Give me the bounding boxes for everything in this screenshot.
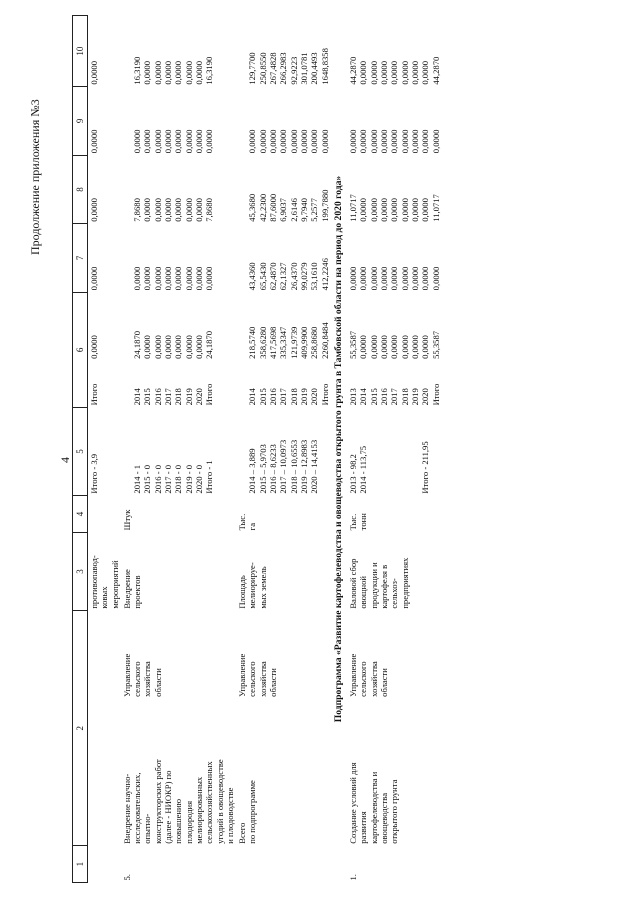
- subprogram-heading-row: [331, 16, 347, 883]
- row-number: 1.: [348, 874, 359, 881]
- local-budget: 0,0000 0,0000 0,0000 0,0000 0,0000 0,0000 0,0000 0,0000: [132, 129, 215, 154]
- row-number: 5.: [121, 874, 132, 881]
- row-number: [236, 846, 331, 883]
- local-budget: 0,0000 0,0000 0,0000 0,0000 0,0000 0,0000 0,0000 0,0000 0,0000: [348, 129, 441, 154]
- appendix-label: Продолжение приложения №3: [28, 99, 42, 255]
- total-funding: 24,1870 0,0000 0,0000 0,0000 0,0000 0,0000 0,0000 24,1870: [132, 330, 215, 359]
- event-name: Всего по подпрограмме: [237, 780, 258, 844]
- indicator-values: Итого - 3,9: [89, 453, 99, 494]
- event-name: [88, 699, 121, 846]
- years: 2014 2015 2016 2017 2018 2019 2020 Итого: [132, 383, 215, 406]
- unit: Штук: [121, 509, 132, 531]
- other-sources: 0,0000: [89, 61, 99, 85]
- indicator-values: 2014 - 1 2015 - 0 2016 - 0 2017 - 0 2018 - 0 2019 - 0 2020 - 0 Итого - 1: [132, 460, 215, 494]
- executor: Управление сельского хозяйства области: [121, 653, 163, 697]
- col-num-9: 9: [73, 87, 88, 156]
- unit: Тыс. тонн: [348, 513, 369, 531]
- unit: Тыс. га: [237, 513, 258, 531]
- regional-budget: 11,0717 0,0000 0,0000 0,0000 0,0000 0,0000 0,0000 0,0000 11,0717: [348, 194, 441, 222]
- col-num-5: 5: [73, 407, 88, 495]
- col-num-10: 10: [73, 16, 88, 87]
- column-number-row: [73, 16, 88, 883]
- table-row: [121, 16, 236, 883]
- col-num-7: 7: [73, 224, 88, 293]
- col-num-2: 2: [73, 611, 88, 846]
- regional-budget: 45,3680 42,2300 87,6000 6,9037 2,6146 9,7940 5,2577 199,7880: [247, 189, 330, 222]
- total-funding: 218,5740 358,6280 417,5698 335,3347 121,9739 409,9900 258,8680 2260,8484: [247, 322, 330, 359]
- col-num-8: 8: [73, 155, 88, 224]
- indicator: Валовой сбор овощной продукции и картофеля в сельхоз- предприятиях: [348, 557, 410, 609]
- total-funding: 0,0000: [89, 335, 99, 359]
- federal-budget: 0,0000: [89, 266, 99, 291]
- total-funding: 55,3587 0,0000 0,0000 0,0000 0,0000 0,0000 0,0000 0,0000 55,3587: [348, 330, 441, 359]
- local-budget: 0,0000: [89, 129, 99, 154]
- event-name: Внедрение научно- исследовательских, опытно- конструкторских работ (далее - НИОКР) по повышению плодородия мелиорированных сельскохозяйственных угодий в овощеводстве и плодоводстве: [121, 759, 235, 844]
- other-sources: 129,7700 250,8550 267,4828 266,2983 92,9223 301,0781 200,4493 1648,8358: [247, 48, 330, 85]
- local-budget: 0,0000 0,0000 0,0000 0,0000 0,0000 0,0000 0,0000 0,0000: [247, 129, 330, 154]
- col-num-6: 6: [73, 292, 88, 407]
- row-number: [88, 846, 121, 883]
- page-number: 4: [58, 457, 72, 463]
- federal-budget: 0,0000 0,0000 0,0000 0,0000 0,0000 0,0000 0,0000 0,0000: [132, 266, 215, 291]
- federal-budget: 43,4360 65,5430 62,4870 62,1327 26,4370 99,0279 53,1610 412,2246: [247, 258, 330, 291]
- indicator: противопавод- ковых мероприятий: [89, 555, 120, 609]
- executor: Управление сельского хозяйства области: [237, 653, 279, 697]
- program-table: [72, 15, 442, 883]
- subprogram-heading: Подпрограмма «Развитие картофелеводства и овощеводства открытого грунта в Тамбовской области на период до 2020 года»: [332, 175, 344, 723]
- executor: Управление сельского хозяйства области: [348, 653, 390, 697]
- event-name: Создание условий для развития картофелеводства и овощеводства открытого грунта: [348, 762, 400, 844]
- years: 2014 2015 2016 2017 2018 2019 2020 Итого: [247, 383, 330, 406]
- table-row: [88, 16, 121, 883]
- indicator-values: 2014 – 3,889 2015 – 5,9703 2016 – 8,6233 2017 – 10,0973 2018 – 10,6553 2019 – 12,8983 2020 – 14,4153: [247, 439, 320, 494]
- col-num-1: 1: [73, 846, 88, 883]
- federal-budget: 0,0000 0,0000 0,0000 0,0000 0,0000 0,0000 0,0000 0,0000 0,0000: [348, 266, 441, 291]
- indicator-values: 2013 - 98,2 2014 - 113,75 Итого - 211,95: [348, 441, 431, 494]
- executor: [88, 611, 121, 699]
- table-row: [347, 16, 442, 883]
- unit: [88, 496, 121, 533]
- other-sources: 44,2870 0,0000 0,0000 0,0000 0,0000 0,0000 0,0000 0,0000 44,2870: [348, 56, 441, 85]
- regional-budget: 0,0000: [89, 198, 99, 222]
- years: Итого: [89, 383, 99, 406]
- indicator: Внедрение проектов: [121, 569, 143, 609]
- indicator: Площадь мелиорируе- мых земель: [237, 562, 268, 609]
- table-row: [236, 16, 331, 883]
- years: 2013 2014 2015 2016 2017 2018 2019 2020 Итого: [348, 383, 441, 406]
- col-num-3: 3: [73, 532, 88, 610]
- other-sources: 16,3190 0,0000 0,0000 0,0000 0,0000 0,0000 0,0000 16,3190: [132, 56, 215, 85]
- col-num-4: 4: [73, 496, 88, 533]
- regional-budget: 7,8680 0,0000 0,0000 0,0000 0,0000 0,0000 0,0000 7,8680: [132, 198, 215, 222]
